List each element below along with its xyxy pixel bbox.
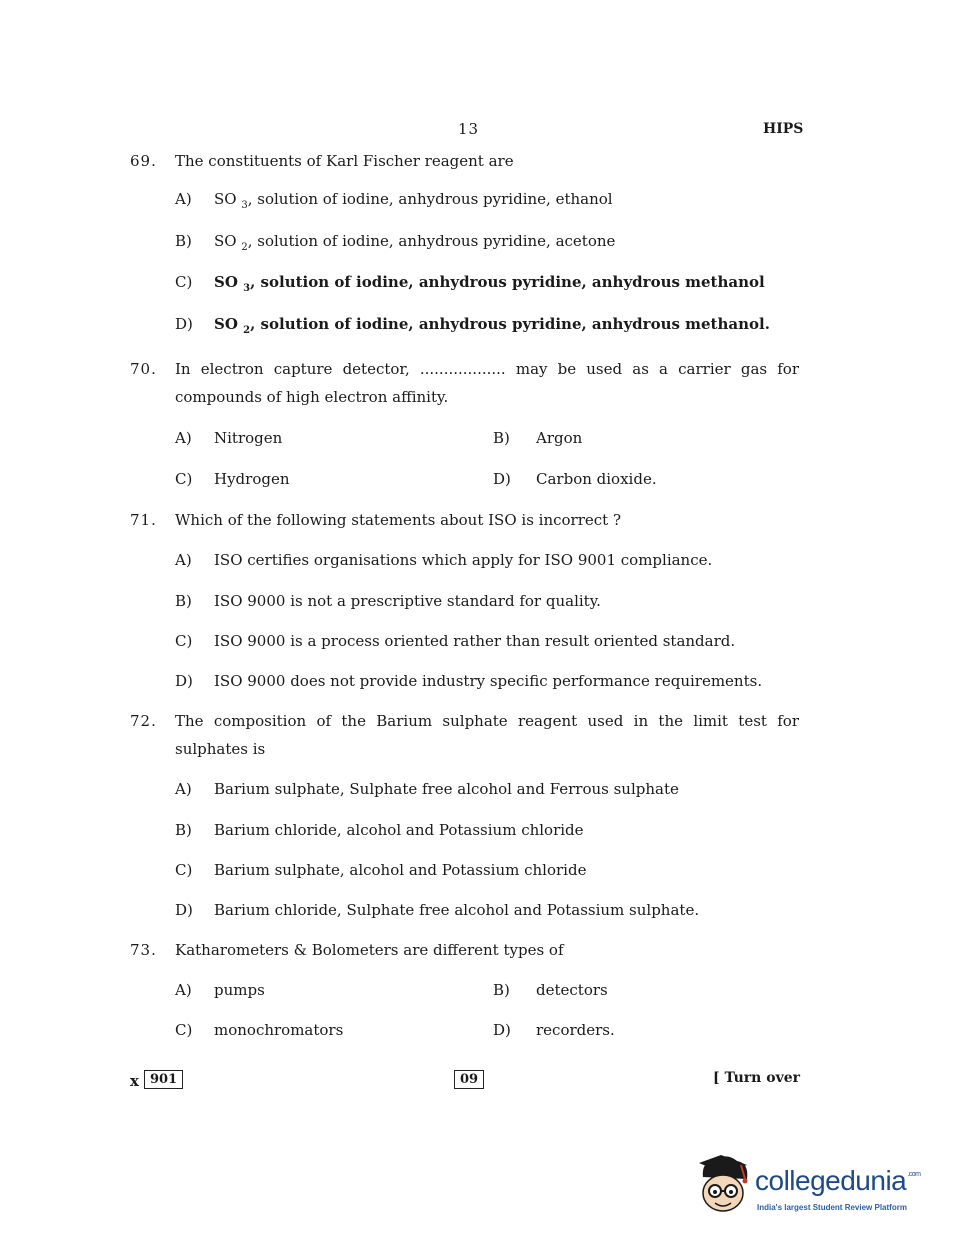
option-text: Barium sulphate, Sulphate free alcohol and Ferrous sulphate (214, 780, 679, 798)
option-label: C) (175, 1021, 193, 1039)
option-label: B) (493, 981, 510, 999)
question-number: 69. (130, 152, 157, 170)
option-label: B) (175, 232, 192, 250)
question-text: The composition of the Barium sulphate reagent used in the limit test for sulphates is (175, 712, 799, 758)
footer-prefix: x (130, 1072, 139, 1090)
option-label: D) (175, 315, 193, 333)
option-label: B) (493, 429, 510, 447)
option-text: ISO certifies organisations which apply for ISO 9001 compliance. (214, 551, 713, 569)
option-text: Barium chloride, Sulphate free alcohol and Potassium sulphate. (214, 901, 700, 919)
brand-tagline: India's largest Student Review Platform (757, 1203, 907, 1212)
option-text: SO $_3$, solution of iodine, anhydrous pyridine, ethanol (214, 190, 613, 211)
option-text: Barium chloride, alcohol and Potassium chloride (214, 821, 584, 839)
option-label: D) (493, 470, 511, 488)
brand-name: collegedunia$^{.com}$ (755, 1165, 921, 1196)
option-label: A) (175, 551, 192, 569)
option-text: recorders. (536, 1021, 615, 1039)
series-code: HIPS (763, 121, 804, 137)
option-label: C) (175, 632, 193, 650)
option-label: C) (175, 273, 193, 291)
question-number: 70. (130, 360, 157, 378)
option-label: C) (175, 861, 193, 879)
option-text: pumps (214, 981, 265, 999)
page-number: 13 (458, 120, 480, 138)
option-text: Nitrogen (214, 429, 283, 447)
footer-left-code: 901 (144, 1070, 183, 1089)
option-text: ISO 9000 is not a prescriptive standard for quality. (214, 592, 601, 610)
option-text: Hydrogen (214, 470, 290, 488)
option-text: detectors (536, 981, 608, 999)
option-label: B) (175, 592, 192, 610)
question-number: 73. (130, 941, 157, 959)
option-text: Barium sulphate, alcohol and Potassium chloride (214, 861, 587, 879)
question-text: Katharometers & Bolometers are different types of (175, 941, 564, 959)
option-label: D) (175, 901, 193, 919)
option-text: SO $_2$, solution of iodine, anhydrous pyridine, acetone (214, 232, 616, 253)
option-text: ISO 9000 is a process oriented rather than result oriented standard. (214, 632, 736, 650)
question-text: In electron capture detector, .................. may be used as a carrier gas for compounds of high electron affinity. (175, 360, 799, 406)
collegedunia-watermark (697, 1155, 927, 1225)
option-text: Argon (536, 429, 583, 447)
option-label: A) (175, 190, 192, 208)
turn-over: [ Turn over (713, 1070, 800, 1086)
option-text: Carbon dioxide. (536, 470, 657, 488)
option-label: C) (175, 470, 193, 488)
option-text: SO $_3$, solution of iodine, anhydrous pyridine, anhydrous methanol (214, 273, 765, 294)
option-label: A) (175, 981, 192, 999)
option-label: A) (175, 780, 192, 798)
option-label: B) (175, 821, 192, 839)
option-label: D) (493, 1021, 511, 1039)
question-number: 71. (130, 511, 157, 529)
question-text: Which of the following statements about ISO is incorrect ? (175, 511, 622, 529)
option-label: A) (175, 429, 192, 447)
option-text: SO $_2$, solution of iodine, anhydrous pyridine, anhydrous methanol. (214, 315, 770, 336)
option-text: monochromators (214, 1021, 344, 1039)
question-text: The constituents of Karl Fischer reagent are (175, 152, 514, 170)
question-number: 72. (130, 712, 157, 730)
option-text: ISO 9000 does not provide industry specific performance requirements. (214, 672, 763, 690)
brand-suffix: .com (907, 1171, 921, 1178)
mascot-icon (697, 1155, 753, 1219)
footer-center-code: 09 (454, 1070, 484, 1089)
option-label: D) (175, 672, 193, 690)
